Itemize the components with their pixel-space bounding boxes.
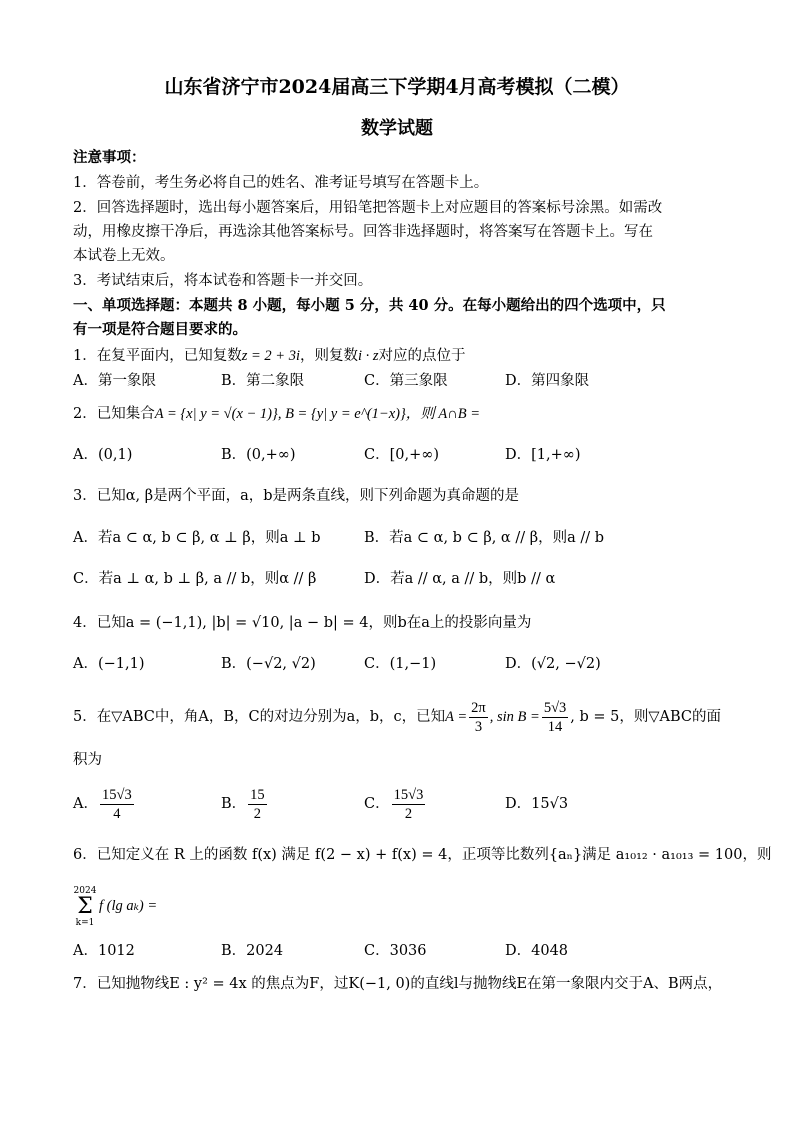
q6-stem: 6．已知定义在 R 上的函数 f(x) 满足 f(2 − x) + f(x) = 4，正项等比数列{aₙ}满足 a₁₀₁₂ · a₁₀₁₃ = 100，则 [73,847,772,863]
q3-option-c[interactable]: C．若a ⊥ α, b ⊥ β, a // b，则α // β [73,571,317,587]
note-3: 3．考试结束后，将本试卷和答题卡一并交回。 [73,273,373,289]
note-2-line3: 本试卷上无效。 [73,248,175,264]
q2-option-d[interactable]: D．[1,+∞) [505,447,581,463]
q4-option-c[interactable]: C．(1,−1) [364,656,437,672]
note-2-line2: 动，用橡皮擦干净后，再选涂其他答案标号。回答非选择题时，将答案写在答题卡上。写在 [73,224,653,240]
q3-stem: 3．已知α, β是两个平面，a，b是两条直线，则下列命题为真命题的是 [73,488,520,504]
page-title: 山东省济宁市2024届高三下学期4月高考模拟（二模） [164,76,630,98]
notes-heading: 注意事项： [73,149,146,166]
q3-option-b[interactable]: B．若a ⊂ α, b ⊂ β, α // β，则a // b [364,530,605,546]
q3-option-d[interactable]: D．若a // α, a // b，则b // α [364,571,556,587]
q5-option-b[interactable]: B． $\frac{15}{2}$ [221,786,265,822]
page-subtitle: 数学试题 [361,118,433,139]
q7-stem: 7．已知抛物线E : y² = 4x 的焦点为F，过K(−1, 0)的直线l与抛物线E在第一象限内交于A、B两点， [73,976,723,992]
q1-option-d[interactable]: D．第四象限 [505,373,590,389]
note-2-line1: 2．回答选择题时，选出每小题答案后，用铅笔把答题卡上对应题目的答案标号涂黑。如需改 [73,200,663,216]
q5-stem: 5．在▽ABC中，角A，B，C的对边分别为a，b，c，已知A = $\frac{2\pi}{3}$ , sin B = $\frac{5√3}{14}$ , b = 5，则▽ABC的面 [73,699,722,735]
q5-sin-fraction: $\frac{5√3}{14}$ [543,699,567,735]
q2-option-c[interactable]: C．[0,+∞) [364,447,439,463]
q2-option-b[interactable]: B．(0,+∞) [221,447,296,463]
q5-option-d[interactable]: D．15√3 [505,796,569,812]
q6-option-c[interactable]: C．3036 [364,943,427,959]
q4-stem: 4．已知a = (−1,1), |b| = √10, |a − b| = 4，则b在a上的投影向量为 [73,615,532,631]
q1-option-a[interactable]: A．第一象限 [73,373,156,389]
q1-option-c[interactable]: C．第三象限 [364,373,448,389]
section-heading-line1: 一、单项选择题：本题共 8 小题，每小题 5 分，共 40 分。在每小题给出的四个选项中，只 [73,297,666,314]
q5-stem-line2: 积为 [73,752,102,768]
q6-option-d[interactable]: D．4048 [505,943,569,959]
summation-symbol: 2024 Σ k=1 [73,886,97,928]
q6-option-a[interactable]: A．1012 [73,943,135,959]
q6-option-b[interactable]: B．2024 [221,943,284,959]
q1-stem: 1．在复平面内，已知复数z = 2 + 3i，则复数i · z对应的点位于 [73,348,466,364]
note-1: 1．答卷前，考生务必将自己的姓名、准考证号填写在答题卡上。 [73,175,489,191]
q3-option-a[interactable]: A．若a ⊂ α, b ⊂ β, α ⊥ β，则a ⊥ b [73,530,321,546]
q2-stem: 2．已知集合A = {x| y = √(x − 1)}, B = {y| y = e^(1−x)}，则 A∩B = [73,406,480,422]
section-heading-line2: 有一项是符合题目要求的。 [73,321,247,338]
q5-angle-fraction: $\frac{2\pi}{3}$ [471,699,486,735]
q1-option-b[interactable]: B．第二象限 [221,373,305,389]
q2-option-a[interactable]: A．(0,1) [73,447,133,463]
q4-option-d[interactable]: D．(√2, −√2) [505,656,601,672]
q5-option-c[interactable]: C． $\frac{15√3}{2}$ [364,786,424,822]
q4-option-a[interactable]: A．(−1,1) [73,656,145,672]
q5-option-a[interactable]: A． $\frac{15√3}{4}$ [73,786,132,822]
q4-option-b[interactable]: B．(−√2, √2) [221,656,316,672]
